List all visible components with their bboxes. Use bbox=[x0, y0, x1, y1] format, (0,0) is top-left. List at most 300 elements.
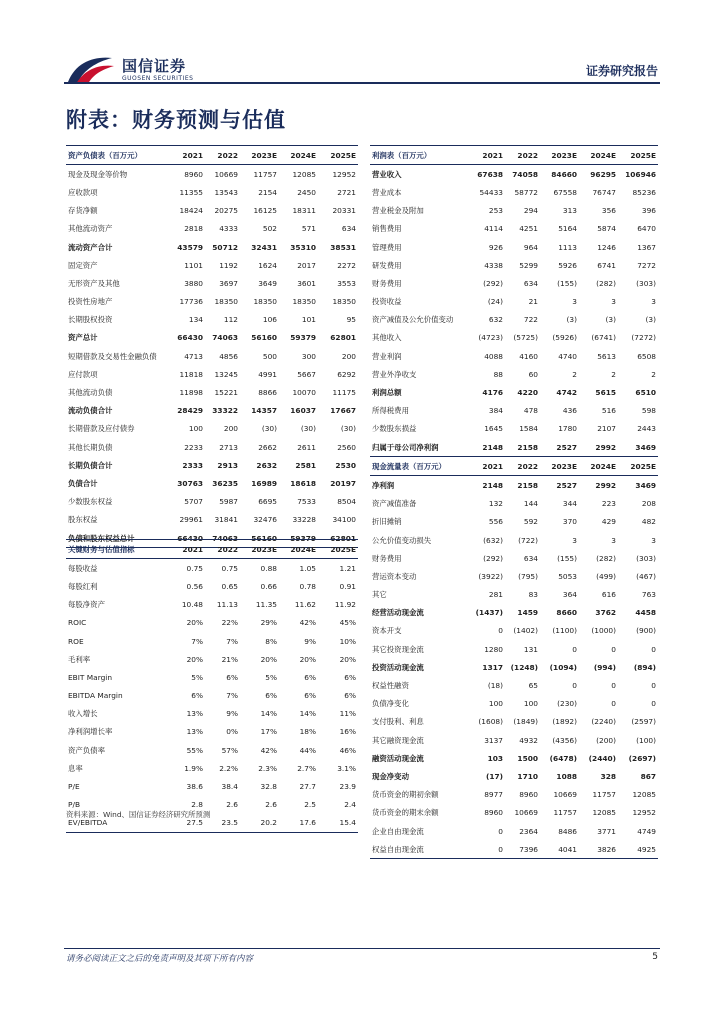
cell-value: 12952 bbox=[332, 169, 356, 179]
cell-value: (292) bbox=[483, 278, 503, 288]
income-cashflow-table bbox=[370, 145, 658, 859]
table-section-title: 关键财务与估值指标 bbox=[66, 540, 170, 559]
row-label: 净利润增长率 bbox=[68, 727, 113, 737]
cell-value: (1849) bbox=[513, 717, 538, 727]
cell-value: 5053 bbox=[558, 571, 577, 581]
table-year-header: 2025E bbox=[618, 146, 658, 165]
cell-value: 5987 bbox=[219, 497, 238, 507]
cell-value: 56160 bbox=[251, 333, 277, 343]
cell-value: 1192 bbox=[219, 260, 238, 270]
row-label: 流动资产合计 bbox=[68, 242, 113, 252]
cell-value: 88 bbox=[493, 369, 503, 379]
cell-value: 74063 bbox=[205, 529, 240, 548]
table-section-title: 资产负债表（百万元） bbox=[66, 146, 170, 165]
cell-value: 4856 bbox=[219, 351, 238, 361]
cell-value: (6478) bbox=[549, 753, 577, 763]
row-label: 资产减值及公允价值变动 bbox=[372, 315, 454, 325]
table-year-header: 2023E bbox=[540, 146, 579, 165]
cell-value: 13245 bbox=[214, 369, 238, 379]
table-year-header: 2024E bbox=[579, 146, 618, 165]
table-row bbox=[370, 274, 658, 292]
cell-value: 23.5 bbox=[205, 814, 240, 833]
cell-value: 3762 bbox=[595, 608, 616, 618]
table-row bbox=[66, 274, 358, 292]
row-label: 负债合计 bbox=[68, 478, 98, 488]
row-label: 营业外净收支 bbox=[372, 369, 417, 379]
cell-value: 2818 bbox=[184, 224, 203, 234]
table-row bbox=[370, 658, 658, 676]
cell-value: (5725) bbox=[513, 333, 538, 343]
cell-value: 3 bbox=[651, 297, 656, 307]
cell-value: 2443 bbox=[637, 424, 656, 434]
cell-value: 106946 bbox=[625, 169, 656, 179]
row-label: EBIT Margin bbox=[68, 672, 113, 682]
cell-value: 5% bbox=[265, 672, 277, 682]
table-row bbox=[66, 493, 358, 511]
cell-value: 100 bbox=[523, 699, 538, 709]
cell-value: 18424 bbox=[179, 206, 203, 216]
cell-value: 7% bbox=[226, 691, 238, 701]
cell-value: 1710 bbox=[517, 771, 538, 781]
cell-value: (900) bbox=[636, 626, 656, 636]
cell-value: 21 bbox=[528, 297, 538, 307]
balance-sheet-table bbox=[66, 145, 358, 548]
table-row bbox=[370, 202, 658, 220]
cell-value: 2.6 bbox=[265, 800, 277, 810]
cell-value: 4176 bbox=[482, 388, 503, 398]
table-row bbox=[66, 311, 358, 329]
cell-value: 11% bbox=[339, 709, 356, 719]
cell-value: 4742 bbox=[556, 388, 577, 398]
cell-value: 33228 bbox=[292, 515, 316, 525]
cell-value: 0 bbox=[651, 699, 656, 709]
cell-value: 6470 bbox=[637, 224, 656, 234]
cell-value: 35310 bbox=[290, 242, 316, 252]
cell-value: 103 bbox=[487, 753, 503, 763]
cell-value: 7533 bbox=[297, 497, 316, 507]
row-label: 资本开支 bbox=[372, 626, 402, 636]
page-title: 附表：财务预测与估值 bbox=[66, 108, 286, 132]
cell-value: (100) bbox=[636, 735, 656, 745]
table-row bbox=[370, 804, 658, 822]
row-label: 利润总额 bbox=[372, 388, 402, 398]
cell-value: 11757 bbox=[592, 790, 616, 800]
cell-value: (30) bbox=[340, 424, 356, 434]
disclaimer-text: 请务必阅读正文之后的免责声明及其项下所有内容 bbox=[66, 954, 254, 964]
cell-value: (230) bbox=[557, 699, 577, 709]
cell-value: 1584 bbox=[519, 424, 538, 434]
table-year-header: 2024E bbox=[279, 146, 318, 165]
cell-value: 42% bbox=[299, 618, 316, 628]
cell-value: 4160 bbox=[519, 351, 538, 361]
cell-value: 66430 bbox=[177, 333, 203, 343]
cell-value: 3 bbox=[572, 535, 577, 545]
cell-value: 3697 bbox=[219, 278, 238, 288]
cell-value: 17% bbox=[260, 727, 277, 737]
table-year-header: 2021 bbox=[470, 146, 505, 165]
row-label: 其它 bbox=[372, 590, 387, 600]
table-row bbox=[66, 456, 358, 474]
cell-value: 253 bbox=[488, 206, 503, 216]
cell-value: (722) bbox=[518, 535, 538, 545]
cell-value: 5615 bbox=[595, 388, 616, 398]
table-row bbox=[66, 741, 358, 759]
table-year-header: 2021 bbox=[470, 457, 505, 476]
table-row bbox=[370, 165, 658, 184]
table-header-row bbox=[370, 146, 658, 165]
cell-value: 2721 bbox=[337, 187, 356, 197]
cell-value: 0.91 bbox=[339, 581, 356, 591]
cell-value: 2158 bbox=[517, 442, 538, 452]
cell-value: 18% bbox=[299, 727, 316, 737]
cell-value: 7272 bbox=[637, 260, 656, 270]
cell-value: (1402) bbox=[513, 626, 538, 636]
cell-value: (155) bbox=[557, 553, 577, 563]
row-label: 每股收益 bbox=[68, 563, 98, 573]
cell-value: 3771 bbox=[597, 826, 616, 836]
cell-value: 5164 bbox=[558, 224, 577, 234]
cell-value: 2.6 bbox=[226, 800, 238, 810]
row-label: 财务费用 bbox=[372, 553, 402, 563]
cell-value: 4713 bbox=[184, 351, 203, 361]
cell-value: 7% bbox=[226, 636, 238, 646]
cell-value: (2597) bbox=[631, 717, 656, 727]
table-year-header: 2022 bbox=[205, 146, 240, 165]
table-row bbox=[370, 513, 658, 531]
row-label: 负债净变化 bbox=[372, 699, 409, 709]
row-label: 销售费用 bbox=[372, 224, 402, 234]
cell-value: (282) bbox=[596, 278, 616, 288]
cell-value: 21% bbox=[221, 654, 238, 664]
row-label: 长期负债合计 bbox=[68, 460, 113, 470]
table-row bbox=[66, 438, 358, 456]
row-label: 投资性房地产 bbox=[68, 297, 113, 307]
table-row bbox=[370, 256, 658, 274]
cell-value: 3649 bbox=[258, 278, 277, 288]
cell-value: 0% bbox=[226, 727, 238, 737]
table-row bbox=[370, 402, 658, 420]
table-row bbox=[66, 705, 358, 723]
row-label: 其它融资现金流 bbox=[372, 735, 424, 745]
row-label: 少数股东损益 bbox=[372, 424, 417, 434]
row-label: P/B bbox=[68, 800, 81, 810]
cell-value: 7396 bbox=[505, 840, 540, 859]
cell-value: 1780 bbox=[558, 424, 577, 434]
cell-value: (6741) bbox=[591, 333, 616, 343]
cell-value: 20% bbox=[339, 654, 356, 664]
cell-value: (1000) bbox=[591, 626, 616, 636]
table-row bbox=[370, 549, 658, 567]
cell-value: (3922) bbox=[478, 571, 503, 581]
cell-value: (3) bbox=[566, 315, 577, 325]
guosen-logo bbox=[66, 50, 206, 90]
cell-value: 0.75 bbox=[221, 563, 238, 573]
row-label: ROIC bbox=[68, 618, 87, 628]
cell-value: 12085 bbox=[632, 790, 656, 800]
cell-value: 6% bbox=[304, 672, 316, 682]
cell-value: (1608) bbox=[478, 717, 503, 727]
row-label: 营运资本变动 bbox=[372, 571, 417, 581]
table-row bbox=[370, 786, 658, 804]
row-label: 融资活动现金流 bbox=[372, 753, 424, 763]
cell-value: 14% bbox=[260, 709, 277, 719]
row-label: 其他收入 bbox=[372, 333, 402, 343]
table-row bbox=[370, 695, 658, 713]
table-row bbox=[370, 749, 658, 767]
cell-value: 8% bbox=[265, 636, 277, 646]
cell-value: (303) bbox=[636, 278, 656, 288]
row-label: 资产总计 bbox=[68, 333, 98, 343]
cell-value: 3 bbox=[611, 297, 616, 307]
cell-value: (467) bbox=[636, 571, 656, 581]
cell-value: 2333 bbox=[182, 460, 203, 470]
cell-value: 6% bbox=[265, 691, 277, 701]
table-row bbox=[370, 183, 658, 201]
cell-value: (4723) bbox=[478, 333, 503, 343]
table-header-row bbox=[370, 457, 658, 476]
cell-value: 42% bbox=[260, 745, 277, 755]
cell-value: 3826 bbox=[579, 840, 618, 859]
cell-value: (994) bbox=[593, 662, 616, 672]
cell-value: 54433 bbox=[479, 187, 503, 197]
cell-value: (7272) bbox=[631, 333, 656, 343]
cell-value: 38531 bbox=[330, 242, 356, 252]
cell-value: 100 bbox=[488, 699, 503, 709]
cell-value: 11757 bbox=[553, 808, 577, 818]
company-name-cn: 国信证券 bbox=[122, 57, 187, 75]
cell-value: 13543 bbox=[214, 187, 238, 197]
cell-value: 20% bbox=[186, 618, 203, 628]
page-number: 5 bbox=[652, 952, 658, 962]
cell-value: 6% bbox=[344, 691, 356, 701]
row-label: 存货净额 bbox=[68, 206, 98, 216]
table-year-header: 2023E bbox=[240, 146, 279, 165]
cell-value: 2158 bbox=[517, 480, 538, 490]
cell-value: 9% bbox=[226, 709, 238, 719]
company-name-en: GUOSEN SECURITIES bbox=[122, 75, 194, 82]
row-label: 权益性融资 bbox=[372, 681, 409, 691]
cell-value: 2713 bbox=[219, 442, 238, 452]
cell-value: 11.62 bbox=[294, 600, 316, 610]
cell-value: 8486 bbox=[558, 826, 577, 836]
table-row bbox=[370, 383, 658, 401]
cell-value: 3601 bbox=[297, 278, 316, 288]
cell-value: 1624 bbox=[258, 260, 277, 270]
cell-value: 2992 bbox=[595, 480, 616, 490]
table-row bbox=[370, 531, 658, 549]
cell-value: 616 bbox=[601, 590, 616, 600]
cell-value: 11.92 bbox=[334, 600, 356, 610]
row-label: 股东权益 bbox=[68, 515, 98, 525]
row-label: 归属于母公司净利润 bbox=[372, 442, 439, 452]
cell-value: 2.2% bbox=[219, 763, 238, 773]
cell-value: (2697) bbox=[628, 753, 656, 763]
row-label: 货币资金的期末余额 bbox=[372, 808, 439, 818]
cell-value: 14% bbox=[299, 709, 316, 719]
cell-value: 436 bbox=[562, 406, 577, 416]
cell-value: 2154 bbox=[258, 187, 277, 197]
row-label: 其他长期负债 bbox=[68, 442, 113, 452]
cell-value: 17667 bbox=[330, 406, 356, 416]
cell-value: 32431 bbox=[251, 242, 277, 252]
cell-value: 10669 bbox=[514, 808, 538, 818]
cell-value: 16125 bbox=[253, 206, 277, 216]
cell-value: 58772 bbox=[514, 187, 538, 197]
cell-value: 5707 bbox=[184, 497, 203, 507]
cell-value: 5667 bbox=[297, 369, 316, 379]
cell-value: 2148 bbox=[482, 480, 503, 490]
cell-value: (18) bbox=[487, 681, 503, 691]
table-row bbox=[66, 596, 358, 614]
table-row bbox=[370, 495, 658, 513]
cell-value: 3 bbox=[611, 535, 616, 545]
report-type: 证券研究报告 bbox=[585, 64, 658, 78]
table-row bbox=[66, 759, 358, 777]
cell-value: 8977 bbox=[484, 790, 503, 800]
cell-value: 2233 bbox=[184, 442, 203, 452]
cell-value: 6741 bbox=[597, 260, 616, 270]
row-label: 支付股利、利息 bbox=[372, 717, 424, 727]
cell-value: 356 bbox=[601, 206, 616, 216]
cell-value: 11.13 bbox=[216, 600, 238, 610]
cell-value: 4220 bbox=[517, 388, 538, 398]
row-label: 息率 bbox=[68, 763, 83, 773]
cell-value: 5299 bbox=[519, 260, 538, 270]
cell-value: 6% bbox=[191, 691, 203, 701]
cell-value: 12085 bbox=[592, 808, 616, 818]
cell-value: 96295 bbox=[590, 169, 616, 179]
table-row bbox=[370, 822, 658, 840]
table-row bbox=[370, 476, 658, 495]
cell-value: 3 bbox=[572, 297, 577, 307]
table-row bbox=[66, 614, 358, 632]
cell-value: (499) bbox=[596, 571, 616, 581]
cell-value: 281 bbox=[488, 590, 503, 600]
cell-value: 2107 bbox=[597, 424, 616, 434]
table-row bbox=[66, 474, 358, 492]
table-row bbox=[370, 329, 658, 347]
cell-value: 31841 bbox=[214, 515, 238, 525]
row-label: 经营活动现金流 bbox=[372, 608, 424, 618]
cell-value: 60 bbox=[528, 369, 538, 379]
cell-value: 1113 bbox=[558, 242, 577, 252]
cell-value: 18350 bbox=[292, 297, 316, 307]
table-row bbox=[66, 165, 358, 184]
cell-value: (632) bbox=[483, 535, 503, 545]
table-row bbox=[66, 347, 358, 365]
table-year-header: 2025E bbox=[318, 540, 358, 559]
row-label: 权益自由现金流 bbox=[370, 840, 470, 859]
cell-value: 1246 bbox=[597, 242, 616, 252]
cell-value: (24) bbox=[487, 297, 503, 307]
table-row bbox=[66, 723, 358, 741]
cell-value: 11175 bbox=[332, 388, 356, 398]
row-label: 少数股东权益 bbox=[68, 497, 113, 507]
cell-value: 10070 bbox=[292, 388, 316, 398]
cell-value: 27.7 bbox=[299, 782, 316, 792]
cell-value: 18311 bbox=[292, 206, 316, 216]
cell-value: (303) bbox=[636, 553, 656, 563]
table-row bbox=[370, 347, 658, 365]
table-row bbox=[370, 438, 658, 457]
cell-value: 0.88 bbox=[260, 563, 277, 573]
cell-value: 57% bbox=[221, 745, 238, 755]
row-label: 营业利润 bbox=[372, 351, 402, 361]
cell-value: 16% bbox=[339, 727, 356, 737]
row-label: 收入增长 bbox=[68, 709, 98, 719]
table-year-header: 2022 bbox=[505, 146, 540, 165]
cell-value: 44% bbox=[299, 745, 316, 755]
cell-value: 6292 bbox=[337, 369, 356, 379]
cell-value: 384 bbox=[488, 406, 503, 416]
cell-value: 132 bbox=[488, 499, 503, 509]
cell-value: 2450 bbox=[297, 187, 316, 197]
cell-value: 344 bbox=[562, 499, 577, 509]
cell-value: 1088 bbox=[556, 771, 577, 781]
table-row bbox=[370, 767, 658, 785]
cell-value: 14357 bbox=[251, 406, 277, 416]
cell-value: (1100) bbox=[552, 626, 577, 636]
cell-value: (30) bbox=[261, 424, 277, 434]
row-label: 所得税费用 bbox=[372, 406, 409, 416]
row-label: 财务费用 bbox=[372, 278, 402, 288]
cell-value: 2 bbox=[572, 369, 577, 379]
cell-value: (17) bbox=[485, 771, 503, 781]
footer-divider bbox=[64, 948, 660, 949]
cell-value: 4991 bbox=[258, 369, 277, 379]
cell-value: 6508 bbox=[637, 351, 656, 361]
cell-value: 16037 bbox=[290, 406, 316, 416]
header-divider bbox=[64, 82, 660, 84]
cell-value: 67638 bbox=[477, 169, 503, 179]
cell-value: (292) bbox=[483, 553, 503, 563]
row-label: 无形资产及其他 bbox=[68, 278, 120, 288]
cell-value: 571 bbox=[301, 224, 316, 234]
cell-value: 223 bbox=[601, 499, 616, 509]
cell-value: 45% bbox=[339, 618, 356, 628]
cell-value: 4333 bbox=[219, 224, 238, 234]
table-row bbox=[370, 293, 658, 311]
cell-value: 23.9 bbox=[339, 782, 356, 792]
cell-value: 11.35 bbox=[255, 600, 277, 610]
cell-value: 6% bbox=[304, 691, 316, 701]
row-label: 净利润 bbox=[372, 480, 395, 490]
table-row bbox=[370, 365, 658, 383]
table-row bbox=[66, 365, 358, 383]
cell-value: 2.7% bbox=[297, 763, 316, 773]
cell-value: 0 bbox=[498, 626, 503, 636]
cell-value: 34100 bbox=[332, 515, 356, 525]
cell-value: 74063 bbox=[212, 333, 238, 343]
cell-value: 328 bbox=[600, 771, 616, 781]
cell-value: (1437) bbox=[475, 608, 503, 618]
cell-value: 13% bbox=[186, 727, 203, 737]
cell-value: 926 bbox=[488, 242, 503, 252]
cell-value: 2.4 bbox=[344, 800, 356, 810]
cell-value: 131 bbox=[523, 644, 538, 654]
cell-value: 634 bbox=[523, 278, 538, 288]
cell-value: 429 bbox=[601, 517, 616, 527]
cell-value: 6510 bbox=[635, 388, 656, 398]
cell-value: 76747 bbox=[592, 187, 616, 197]
cell-value: 18350 bbox=[253, 297, 277, 307]
cell-value: 6% bbox=[226, 672, 238, 682]
cell-value: 4041 bbox=[540, 840, 579, 859]
table-row bbox=[370, 731, 658, 749]
cell-value: (2440) bbox=[588, 753, 616, 763]
cell-value: 20% bbox=[186, 654, 203, 664]
cell-value: 1280 bbox=[484, 644, 503, 654]
